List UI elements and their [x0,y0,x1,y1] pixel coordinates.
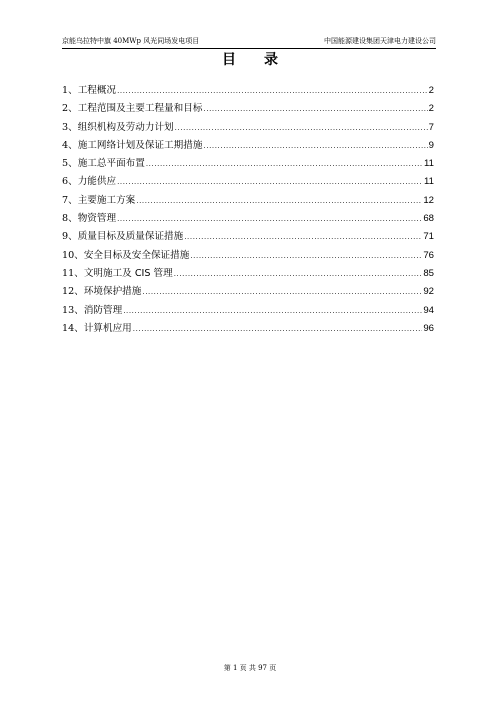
toc-dot-leader [146,160,423,168]
toc-entry-number: 1、 [62,85,78,96]
toc-entry-page-number: 96 [423,322,434,334]
toc-entry-title: 施工总平面布置 [77,158,145,170]
page-footer: 第 1 页 共 97 页 [223,664,277,672]
toc-entry[interactable] [62,247,434,265]
toc-dot-leader [184,233,422,241]
toc-entry-number: 12、 [62,286,84,298]
toc-entry-number: 8、 [62,213,78,225]
toc-entry[interactable] [62,137,434,155]
toc-entry-title: 组织机构及劳动力计划 [77,121,174,133]
toc-dot-leader [174,270,423,278]
toc-entry-number: 13、 [62,304,84,316]
toc-entry[interactable] [62,119,434,137]
toc-entry-page-number: 11 [424,158,434,170]
toc-dot-leader [203,142,427,150]
toc-entry-page-number: 2 [428,103,434,115]
toc-entry[interactable] [62,155,434,173]
toc-entry-page-number: 71 [423,231,434,243]
toc-entry-title: 安全目标及安全保证措施 [83,249,190,261]
toc-entry-number: 14、 [62,322,84,334]
toc-entry-number: 11、 [62,267,84,279]
toc-entry[interactable] [62,173,434,191]
toc-entry[interactable] [62,100,434,118]
toc-entry[interactable] [62,228,434,246]
toc-entry[interactable] [62,283,434,301]
toc-dot-leader [190,252,422,260]
header-project-name: 京能乌拉特中旗 40MWp 风光同场发电项目 [62,37,200,45]
toc-entry-number: 6、 [62,176,78,188]
toc-dot-leader [203,105,427,113]
toc-entry[interactable] [62,320,434,338]
toc-entry-page-number: 2 [428,85,434,96]
toc-entry-page-number: 12 [423,194,434,206]
toc-dot-leader [133,325,423,333]
toc-dot-leader [117,87,428,95]
toc-entry-number: 10、 [62,249,84,261]
toc-dot-leader [123,307,422,315]
toc-entry-page-number: 11 [424,176,434,188]
toc-entry-number: 5、 [62,158,78,170]
toc-entry-title: 施工网络计划及保证工期措施 [77,139,203,151]
toc-entry-title: 物资管理 [77,213,117,225]
toc-entry-page-number: 7 [428,121,434,133]
toc-entry[interactable] [62,82,434,100]
toc-dot-leader [117,215,422,223]
toc-entry-title: 工程范围及主要工程量和目标 [77,103,203,115]
toc-title: 目录 [222,52,306,68]
toc-entry-page-number: 76 [423,249,434,261]
page-header [62,34,436,49]
toc-entry-page-number: 85 [423,267,434,279]
header-company-name: 中国能源建设集团天津电力建设公司 [324,37,436,45]
toc-entry-title: 环境保护措施 [83,286,142,298]
toc-entry-page-number: 94 [423,304,434,316]
toc-entry-number: 9、 [62,231,78,243]
toc-dot-leader [136,197,422,205]
toc-entry-title: 文明施工及 CIS 管理 [83,267,173,279]
toc-entry[interactable] [62,302,434,320]
toc-entry-title: 主要施工方案 [77,194,136,206]
toc-entry[interactable] [62,265,434,283]
toc-entry-title: 质量目标及质量保证措施 [77,231,184,243]
toc-entry-title: 消防管理 [83,304,123,316]
toc-dot-leader [175,124,428,132]
toc-entry-number: 7、 [62,194,78,206]
toc-dot-leader [142,288,422,296]
toc-entry-page-number: 92 [423,286,434,298]
toc-entry[interactable] [62,192,434,210]
toc-dot-leader [117,178,423,186]
toc-entry-number: 2、 [62,103,78,115]
toc-entry-page-number: 9 [428,139,434,151]
table-of-contents [62,82,434,338]
toc-entry[interactable] [62,210,434,228]
toc-entry-number: 4、 [62,139,78,151]
toc-entry-title: 计算机应用 [83,322,132,334]
toc-entry-number: 3、 [62,121,78,133]
toc-entry-title: 力能供应 [77,176,117,188]
toc-entry-title: 工程概况 [77,85,117,96]
toc-entry-page-number: 68 [423,213,434,225]
